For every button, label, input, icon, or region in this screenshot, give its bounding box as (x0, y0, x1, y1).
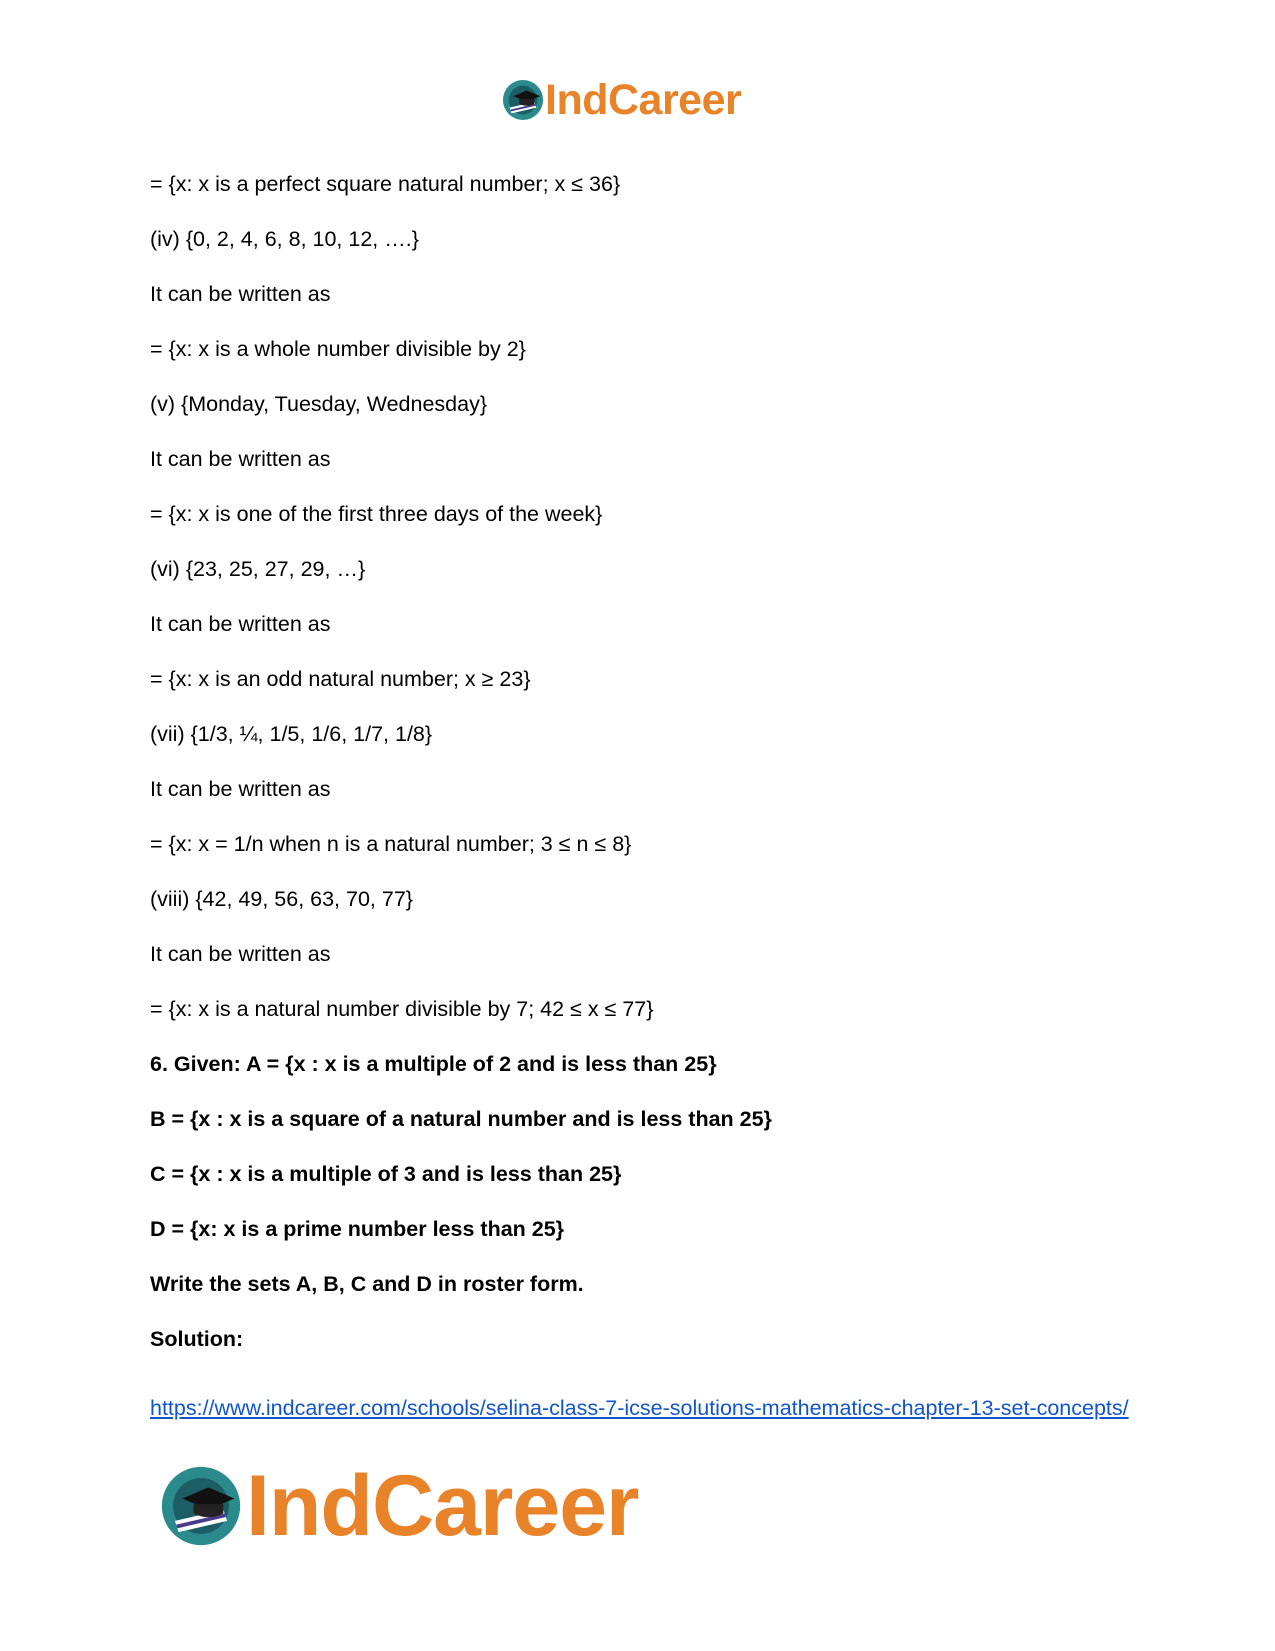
text-line: It can be written as (150, 942, 331, 966)
graduation-book-icon (502, 78, 544, 122)
question-line: C = {x : x is a multiple of 3 and is less than 25} (150, 1162, 622, 1186)
text-line: It can be written as (150, 447, 331, 471)
text-line: = {x: x is an odd natural number; x ≥ 23} (150, 667, 531, 691)
text-line: (vi) {23, 25, 27, 29, …} (150, 557, 366, 581)
question-line: D = {x: x is a prime number less than 25} (150, 1217, 565, 1241)
text-line: (iv) {0, 2, 4, 6, 8, 10, 12, ….} (150, 227, 419, 251)
text-line: (v) {Monday, Tuesday, Wednesday} (150, 392, 488, 416)
logo-wordmark: IndCareer (246, 1458, 639, 1554)
text-line: (viii) {42, 49, 56, 63, 70, 77} (150, 887, 413, 911)
question-line: Write the sets A, B, C and D in roster form. (150, 1272, 584, 1296)
source-link[interactable]: https://www.indcareer.com/schools/selina-class-7-icse-solutions-mathematics-chapter-13-set-concepts/ (150, 1396, 1129, 1420)
question-line: 6. Given: A = {x : x is a multiple of 2 and is less than 25} (150, 1052, 717, 1076)
text-line: = {x: x is a natural number divisible by 7; 42 ≤ x ≤ 77} (150, 997, 654, 1021)
footer-logo (160, 1458, 639, 1554)
text-line: = {x: x is a perfect square natural number; x ≤ 36} (150, 172, 621, 196)
document-body (150, 172, 1130, 1382)
question-line: B = {x : x is a square of a natural number and is less than 25} (150, 1107, 772, 1131)
text-line: = {x: x = 1/n when n is a natural number; 3 ≤ n ≤ 8} (150, 832, 632, 856)
question-line: Solution: (150, 1327, 244, 1351)
text-line: It can be written as (150, 777, 331, 801)
header-logo (502, 75, 742, 124)
text-line: (vii) {1/3, ¼, 1/5, 1/6, 1/7, 1/8} (150, 722, 433, 746)
text-line: = {x: x is a whole number divisible by 2} (150, 337, 526, 361)
graduation-book-icon (160, 1463, 242, 1549)
logo-wordmark: IndCareer (545, 75, 742, 124)
text-line: It can be written as (150, 282, 331, 306)
text-line: It can be written as (150, 612, 331, 636)
text-line: = {x: x is one of the first three days of the week} (150, 502, 603, 526)
